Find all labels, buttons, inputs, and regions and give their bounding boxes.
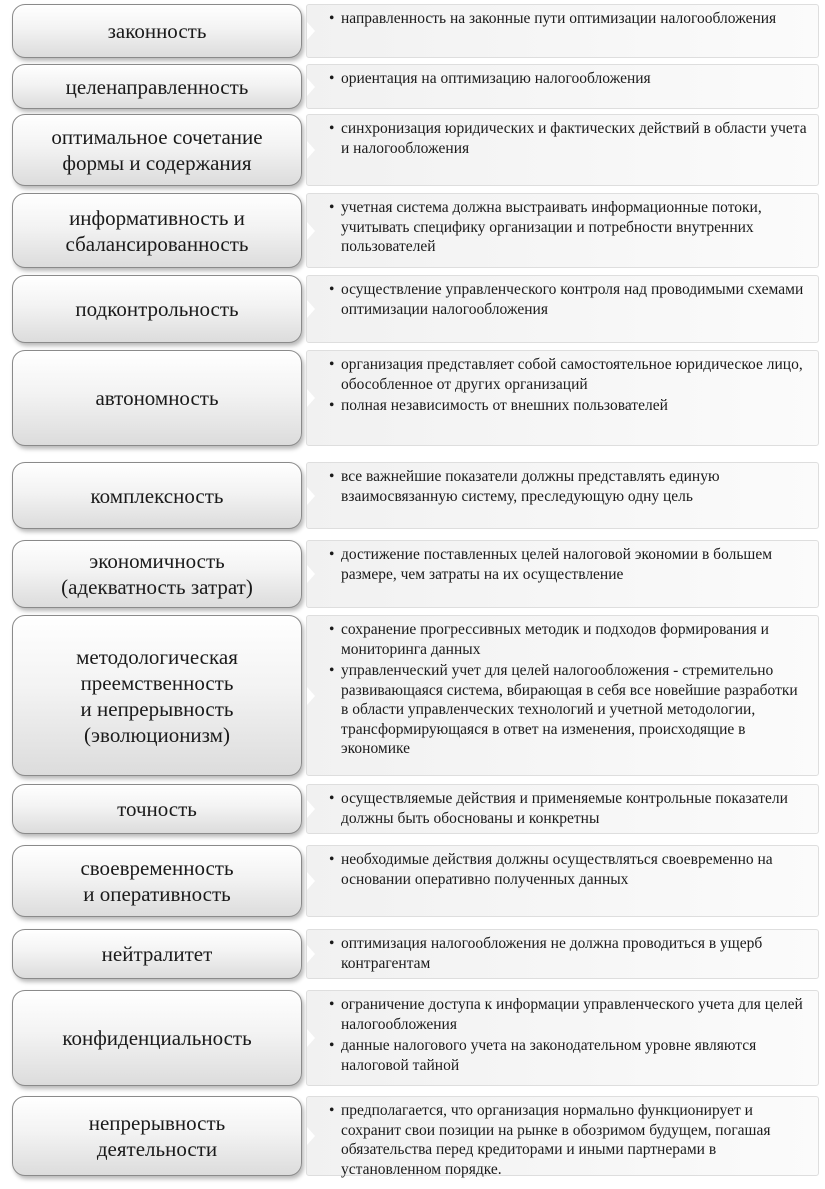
principle-term: методологическая преемственность и непрерывность (эволюционизм) (12, 615, 302, 776)
principle-term: автономность (12, 350, 302, 446)
principle-row-going-concern (0, 1096, 825, 1176)
principle-description (306, 275, 819, 343)
description-bullet (329, 467, 808, 506)
bullet-text: учетная система должна выстраивать информационные потоки, учитывать специфику организации и потребности внутренних пользователей (341, 199, 762, 255)
principle-term: целенаправленность (12, 64, 302, 109)
principle-description (306, 990, 819, 1086)
description-bullet (329, 850, 808, 889)
bullet-text: ограничение доступа к информации управленческого учета для целей налогообложения (341, 996, 803, 1033)
principle-row-form-content (0, 114, 825, 186)
description-bullet (329, 995, 808, 1034)
principle-term: оптимальное сочетание формы и содержания (12, 114, 302, 186)
principle-term: комплексность (12, 462, 302, 529)
bullet-dot-icon: • (329, 662, 335, 679)
description-bullet (329, 1036, 808, 1075)
principle-description (306, 114, 819, 186)
principle-term: экономичность (адекватность затрат) (12, 540, 302, 608)
bullet-dot-icon: • (329, 1102, 335, 1119)
description-bullet (329, 934, 808, 973)
bullet-text: предполагается, что организация нормально функционирует и сохранит свои позиции на рынке в обозримом будущем, погашая обязательства перед кредиторами и иными партнерами в установленном порядке. (341, 1102, 771, 1178)
bullet-dot-icon: • (329, 397, 335, 414)
principle-row-economy (0, 540, 825, 608)
bullet-text: полная независимость от внешних пользователей (341, 397, 668, 414)
bullet-dot-icon: • (329, 1037, 335, 1054)
principle-term: подконтрольность (12, 275, 302, 343)
description-bullet (329, 9, 808, 29)
description-bullet (329, 119, 808, 158)
bullet-dot-icon: • (329, 546, 335, 563)
bullet-dot-icon: • (329, 790, 335, 807)
principle-row-neutrality (0, 929, 825, 979)
principle-term: конфиденциальность (12, 990, 302, 1086)
principle-description (306, 540, 819, 608)
principle-row-confidentiality (0, 990, 825, 1086)
principle-description (306, 1096, 819, 1176)
bullet-dot-icon: • (329, 468, 335, 485)
bullet-dot-icon: • (329, 996, 335, 1013)
principle-description (306, 462, 819, 529)
bullet-dot-icon: • (329, 10, 335, 27)
principle-description (306, 929, 819, 979)
bullet-dot-icon: • (329, 851, 335, 868)
principle-row-continuity-methodology (0, 615, 825, 776)
principle-row-purposefulness (0, 64, 825, 109)
principle-description (306, 64, 819, 109)
principle-row-controllability (0, 275, 825, 343)
bullet-text: организация представляет собой самостоятельное юридическое лицо, обособленное от других организаций (341, 356, 803, 393)
description-bullet (329, 69, 808, 89)
bullet-text: осуществляемые действия и применяемые контрольные показатели должны быть обоснованы и конкретны (341, 790, 788, 827)
bullet-text: направленность на законные пути оптимизации налогообложения (341, 10, 777, 27)
principle-description (306, 193, 819, 268)
bullet-dot-icon: • (329, 120, 335, 137)
bullet-text: данные налогового учета на законодательном уровне являются налоговой тайной (341, 1037, 757, 1074)
principle-row-lawfulness (0, 4, 825, 58)
description-bullet (329, 789, 808, 828)
bullet-text: синхронизация юридических и фактических действий в области учета и налогообложения (341, 120, 807, 157)
principle-description (306, 784, 819, 834)
principle-term: нейтралитет (12, 929, 302, 979)
principle-row-timeliness (0, 845, 825, 917)
principle-description (306, 615, 819, 776)
bullet-dot-icon: • (329, 935, 335, 952)
description-bullet (329, 620, 808, 659)
description-bullet (329, 198, 808, 257)
bullet-dot-icon: • (329, 621, 335, 638)
description-bullet (329, 661, 808, 759)
principle-row-accuracy (0, 784, 825, 834)
principle-term: непрерывность деятельности (12, 1096, 302, 1176)
description-bullet (329, 396, 808, 416)
bullet-text: управленческий учет для целей налогообложения - стремительно развивающаяся система, вбирающая в себя все новейшие разработки в области управленческих технологий и учетной методологии, трансформирующаяся в ответ на изменения, происходящие в экономике (341, 662, 798, 757)
principle-description (306, 845, 819, 917)
bullet-dot-icon: • (329, 356, 335, 373)
description-bullet (329, 1101, 808, 1179)
principle-row-informativeness (0, 193, 825, 268)
principle-term: точность (12, 784, 302, 834)
bullet-text: достижение поставленных целей налоговой экономии в большем размере, чем затраты на их осуществление (341, 546, 773, 583)
principle-term: информативность и сбалансированность (12, 193, 302, 268)
description-bullet (329, 545, 808, 584)
bullet-text: сохранение прогрессивных методик и подходов формирования и мониторинга данных (341, 621, 769, 658)
description-bullet (329, 355, 808, 394)
principle-row-complexity (0, 462, 825, 529)
principle-term: законность (12, 4, 302, 58)
bullet-text: все важнейшие показатели должны представлять единую взаимосвязанную систему, преследующую одну цель (341, 468, 720, 505)
bullet-text: оптимизация налогообложения не должна проводиться в ущерб контрагентам (341, 935, 763, 972)
principle-description (306, 4, 819, 58)
principle-term: своевременность и оперативность (12, 845, 302, 917)
bullet-text: осуществление управленческого контроля над проводимыми схемами оптимизации налогообложения (341, 281, 804, 318)
bullet-text: необходимые действия должны осуществляться своевременно на основании оперативно полученных данных (341, 851, 773, 888)
bullet-dot-icon: • (329, 199, 335, 216)
bullet-dot-icon: • (329, 281, 335, 298)
principle-row-autonomy (0, 350, 825, 446)
principle-description (306, 350, 819, 446)
description-bullet (329, 280, 808, 319)
bullet-text: ориентация на оптимизацию налогообложения (341, 70, 651, 87)
bullet-dot-icon: • (329, 70, 335, 87)
